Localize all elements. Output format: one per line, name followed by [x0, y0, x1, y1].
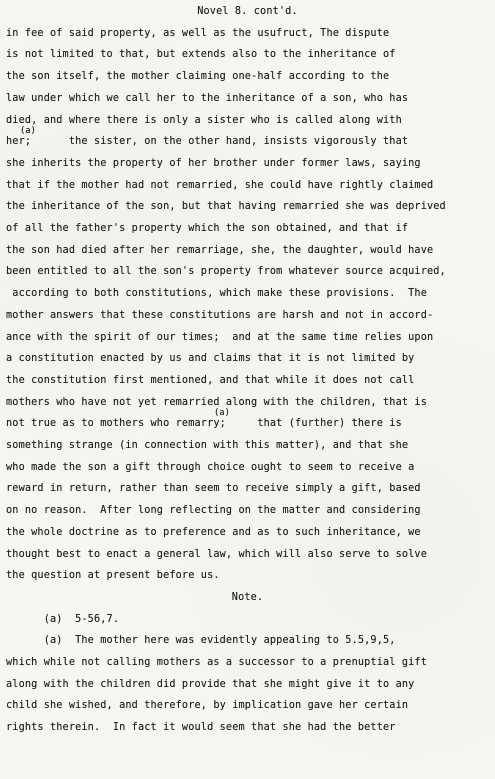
body-line: been entitled to all the son's property from whatever source acquired,: [6, 266, 446, 278]
body-line: mother answers that these constitutions are harsh and not in accord-: [6, 309, 434, 321]
body-line: of all the father's property which the son obtained, and that if: [6, 223, 409, 234]
body-line: a constitution enacted by us and claims that it is not limited by: [6, 353, 415, 365]
body-line: law under which we call her to the inheritance of a son, who has: [6, 92, 409, 104]
body-line: is not limited to that, but extends also to the inheritance of: [6, 49, 396, 61]
body-line: according to both constitutions, which make these provisions. The: [6, 288, 427, 300]
body-line: something strange (in connection with this matter), and that she: [6, 440, 409, 451]
note-heading: Note.: [231, 591, 264, 603]
note-line: (a) 5-56,7.: [6, 613, 120, 625]
body-line: the constitution first mentioned, and that while it does not call: [6, 374, 415, 386]
body-line: in fee of said property, as well as the usufruct, The dispute: [6, 27, 390, 39]
note-line: which while not calling mothers as a successor to a prenuptial gift: [6, 657, 427, 668]
body-line: thought best to enact a general law, which will also serve to solve: [6, 548, 427, 560]
note-line: (a) The mother here was evidently appealing to 5.5,9,5,: [6, 635, 396, 647]
page-header: Novel 8. cont'd.: [197, 6, 298, 17]
body-line: the son had died after her remarriage, she, the daughter, would have: [6, 244, 434, 256]
body-line: on no reason. After long reflecting on the matter and considering: [6, 505, 421, 517]
body-line: the inheritance of the son, but that having remarried she was deprived: [6, 201, 446, 213]
footnote-mark: (a): [20, 126, 36, 137]
body-line: the son itself, the mother claiming one-half according to the: [6, 71, 390, 83]
body-line: not true as to mothers who remarry; that (further) there is: [6, 418, 402, 430]
body-line: ance with the spirit of our times; and at the same time relies upon: [6, 331, 434, 343]
body-line: that if the mother had not remarried, she could have rightly claimed: [6, 179, 434, 191]
body-line: reward in return, rather than seem to receive simply a gift, based: [6, 483, 421, 495]
body-line: the question at present before us.: [6, 570, 220, 582]
note-line: rights therein. In fact it would seem that she had the better: [6, 722, 396, 734]
note-line: along with the children did provide that she might give it to any: [6, 678, 415, 690]
body-line: she inherits the property of her brother under former laws, saying: [6, 157, 421, 169]
body-line: who made the son a gift through choice ought to seem to receive a: [6, 461, 415, 473]
body-line: the whole doctrine as to preference and as to such inheritance, we: [6, 526, 421, 538]
note-line: child she wished, and therefore, by implication gave her certain: [6, 700, 409, 712]
footnote-mark: (a): [214, 408, 230, 419]
body-line: her; the sister, on the other hand, insists vigorously that: [6, 136, 409, 148]
body-line: mothers who have not yet remarried along with the children, that is: [6, 396, 427, 408]
body-line: died, and where there is only a sister who is called along with: [6, 114, 402, 126]
